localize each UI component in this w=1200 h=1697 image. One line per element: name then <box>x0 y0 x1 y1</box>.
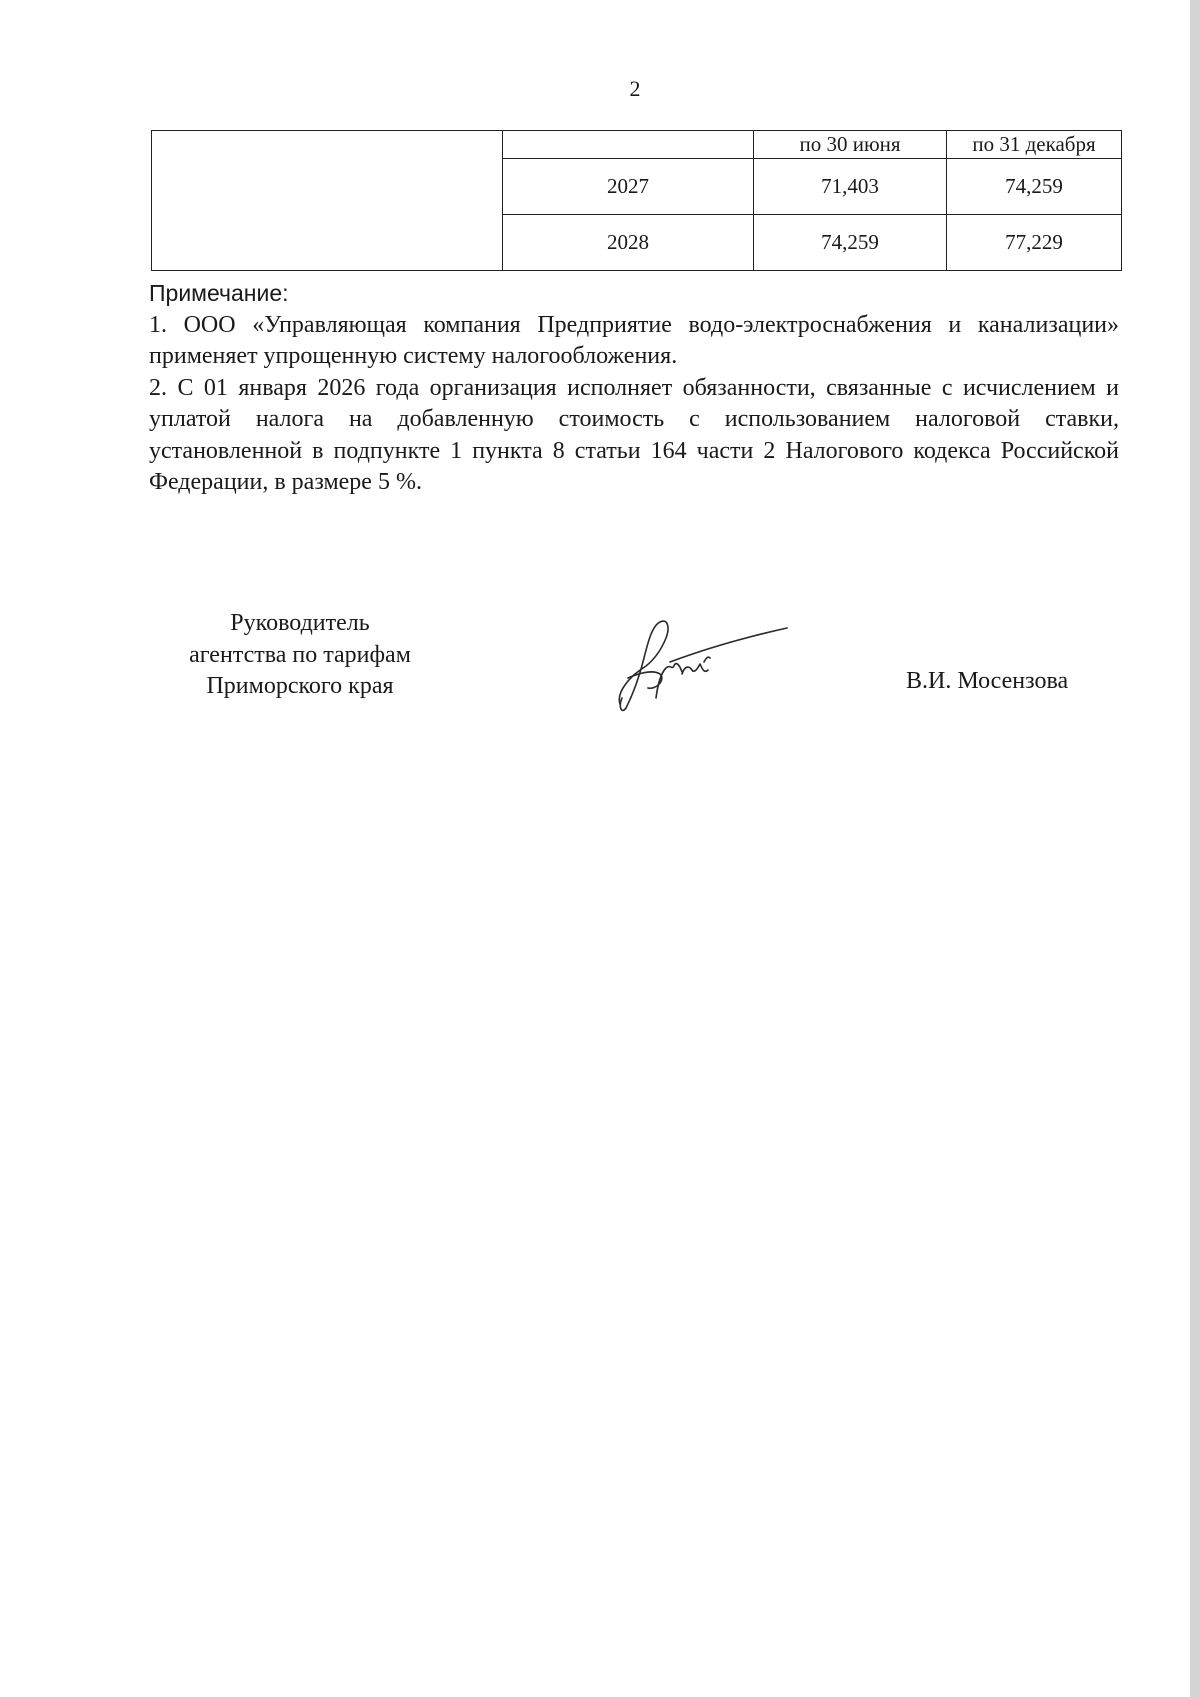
signatory-name: В.И. Мосензова <box>906 668 1069 694</box>
tariff-table <box>151 130 1122 271</box>
table-cell-h1: 74,259 <box>754 215 947 271</box>
note-item-2: 2. С 01 января 2026 года организация исполняет обязанности, связанные с исчислением и уплатой налога на добавленную стоимость с использованием налоговой ставки, установленной в подпункте 1 пункта 8 статьи 164 части 2 Налогового кодекса Российской Федерации, в размере 5 %. <box>149 374 1119 495</box>
signatory-title-line: Руководитель <box>230 610 370 636</box>
table-header-row <box>152 131 1122 159</box>
table-cell-h2: 77,229 <box>947 215 1122 271</box>
handwritten-signature <box>612 612 792 712</box>
table-header-empty <box>503 131 754 159</box>
table-header-h2: по 31 декабря <box>947 131 1122 159</box>
note-item-1: 1. ООО «Управляющая компания Предприятие водо-электроснабжения и канализации» применяет упрощенную систему налогообложения. <box>149 311 1119 369</box>
signatory-title-line: агентства по тарифам <box>189 641 411 668</box>
page-edge <box>1190 0 1200 1697</box>
table-cell-year: 2027 <box>503 159 754 215</box>
signatory-title-line: Приморского края <box>206 673 394 699</box>
page-number: 2 <box>629 76 641 101</box>
notes-section <box>149 278 1119 499</box>
table-header-h1: по 30 июня <box>754 131 947 159</box>
notes-title: Примечание: <box>149 280 289 306</box>
table-blank-cell <box>152 131 503 271</box>
table-cell-h2: 74,259 <box>947 159 1122 215</box>
signatory-title <box>150 608 450 703</box>
table-cell-year: 2028 <box>503 215 754 271</box>
table-cell-h1: 71,403 <box>754 159 947 215</box>
